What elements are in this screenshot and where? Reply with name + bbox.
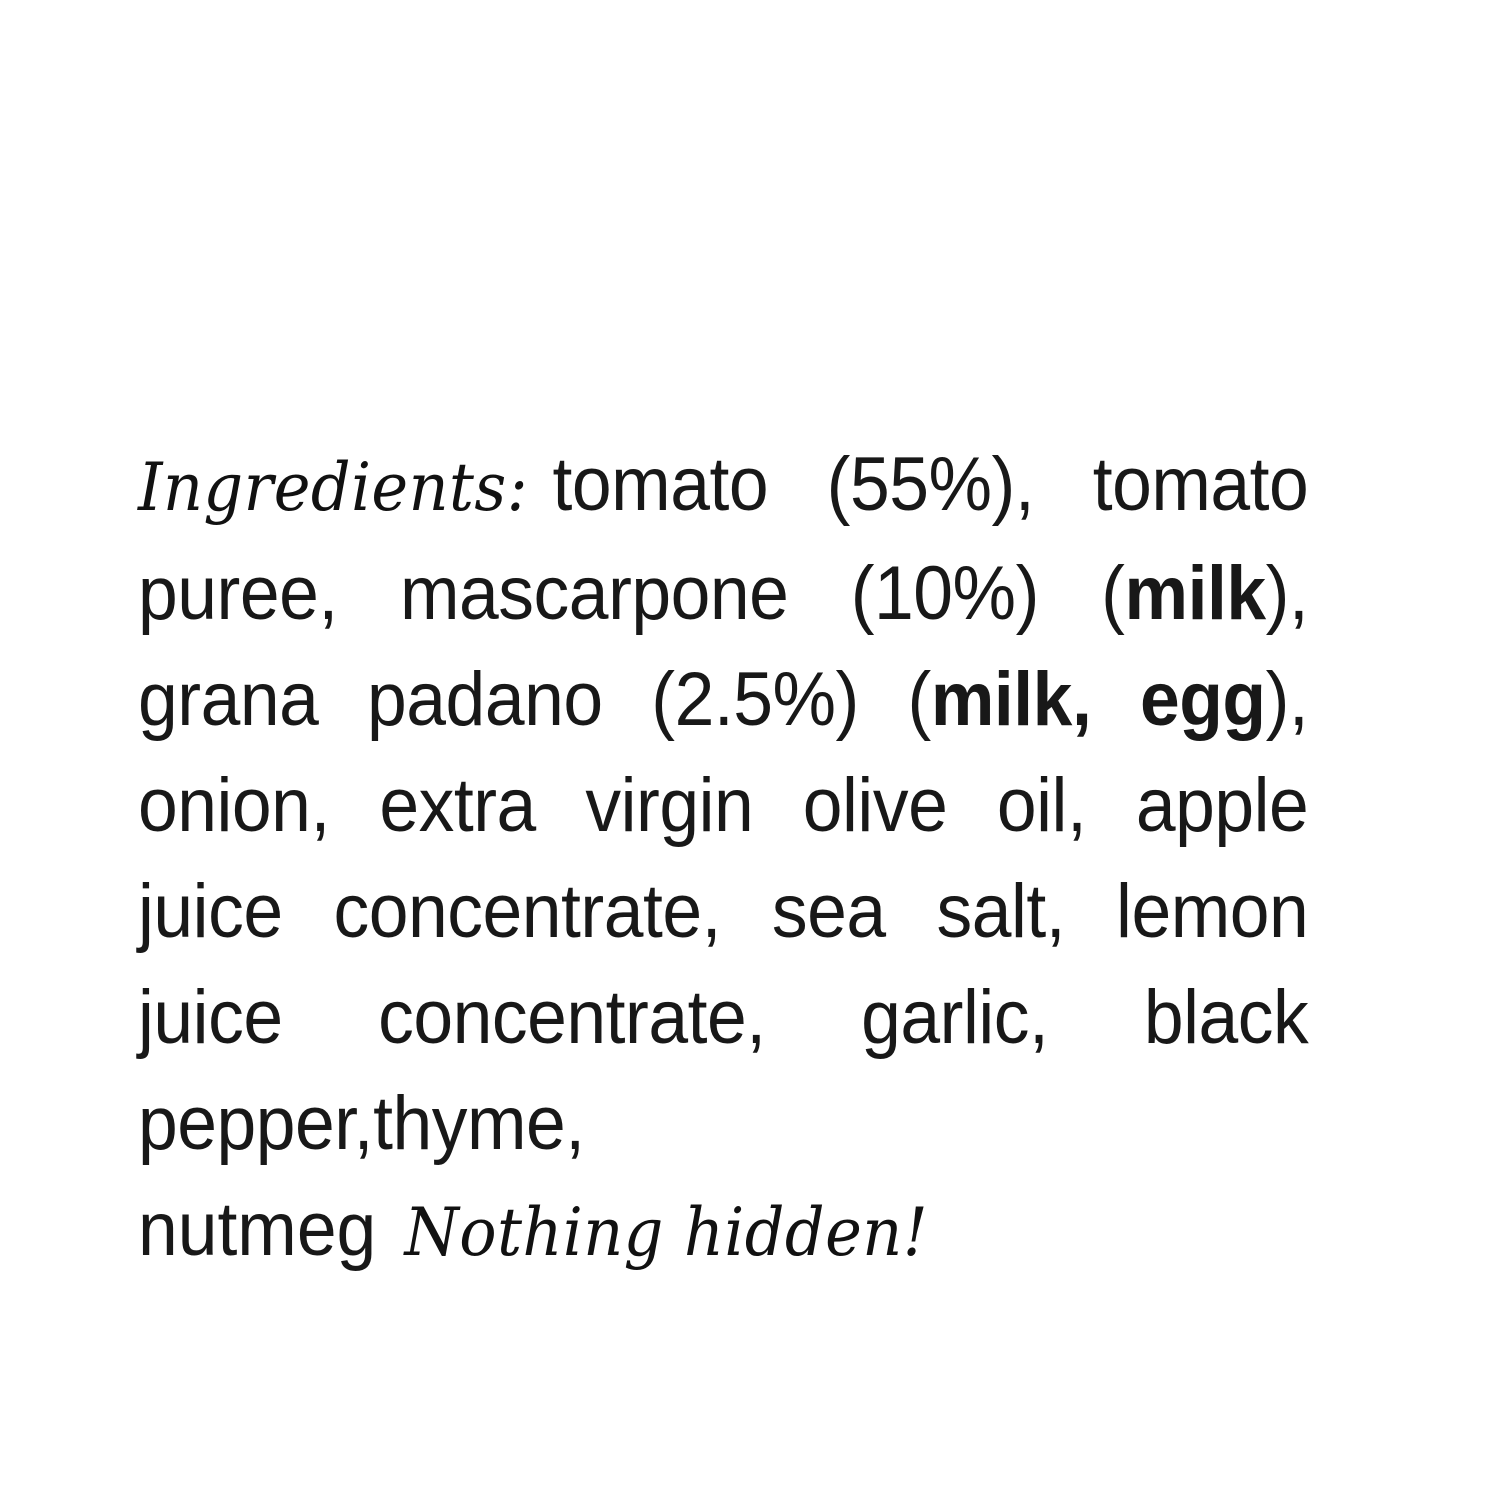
ingredients-paragraph [138,432,1308,1177]
closing-script-note: Nothing hidden! [404,1194,929,1271]
allergen-milk-egg: milk, egg [930,657,1266,742]
ingredients-last-word: nutmeg [138,1187,377,1272]
ingredients-segment-1: tomato (55%), tomato puree, mascarpone (10%) ( [138,442,1309,636]
ingredients-block [138,432,1383,1286]
ingredients-segment-3: ), onion, extra virgin olive oil, apple juice concentrate, sea salt, lemon juice concentrate, garlic, black pepper,thyme, [138,657,1309,1166]
ingredients-heading: Ingredients: [138,449,529,526]
ingredients-segment-2: ), grana padano (2.5%) ( [138,551,1309,742]
allergen-milk: milk [1124,551,1266,636]
ingredients-last-line [138,1177,1308,1286]
